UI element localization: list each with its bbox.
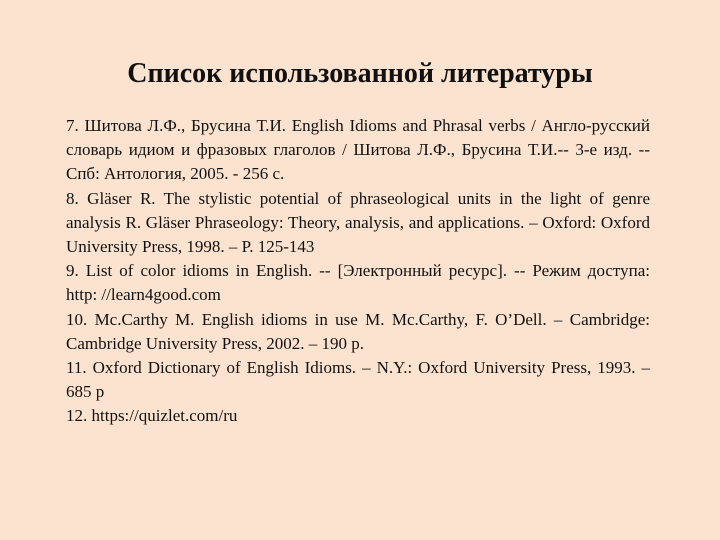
page-title: Список использованной литературы	[127, 58, 593, 89]
reference-item-10: 10. Mc.Carthy M. English idioms in use M. Mc.Carthy, F. O’Dell. – Cambridge: Cambridge University Press, 2002. – 190 p.	[66, 309, 650, 353]
reference-item-11: 11. Oxford Dictionary of English Idioms. – N.Y.: Oxford University Press, 1993. – 685 p	[66, 358, 650, 402]
reference-item-7: 7. Шитова Л.Ф., Брусина Т.И. English Idioms and Phrasal verbs / Англо-русский словарь идиом и фразовых глаголов / Шитова Л.Ф., Брусина Т.И.-- 3-е изд. -- Спб: Антология, 2005. - 256 с.	[66, 116, 650, 184]
reference-item-8: 8. Gläser R. The stylistic potential of phraseological units in the light of genre analysis R. Gläser Phraseology: Theory, analysis, and applications. – Oxford: Oxford University Press, 1998. – P. 125-143	[66, 188, 650, 257]
reference-item-9: 9. List of color idioms in English. -- [Электронный ресурс]. -- Режим доступа: http: //learn4good.com	[66, 261, 650, 305]
reference-item-12: 12. https://quizlet.com/ru	[66, 406, 238, 426]
reference-list	[66, 114, 650, 429]
